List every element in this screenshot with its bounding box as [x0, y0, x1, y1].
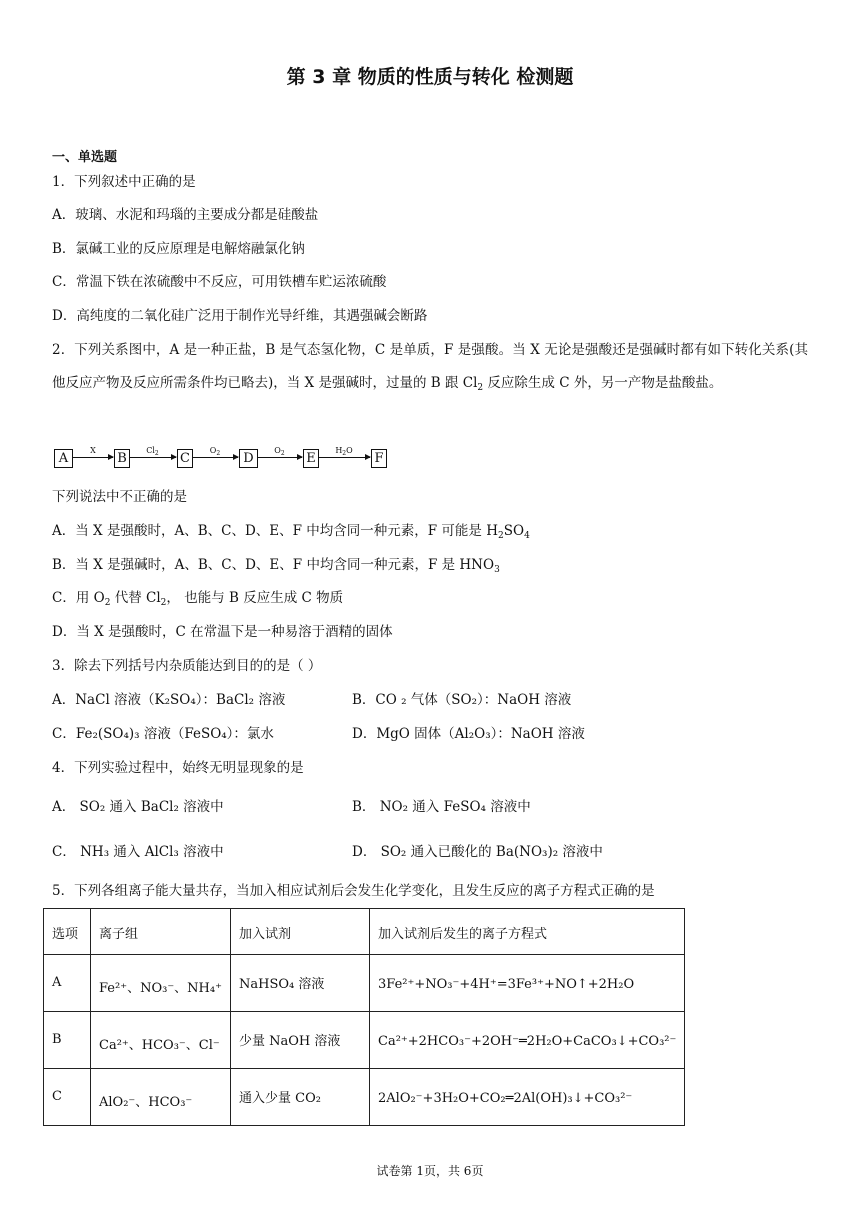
q1-option-a: A．玻璃、水泥和玛瑙的主要成分都是硅酸盐: [52, 207, 319, 223]
q3-stem: 3．除去下列括号内杂质能达到目的的是（ ）: [52, 658, 322, 674]
q3-option-b: B．CO ₂ 气体（SO₂）：NaOH 溶液: [352, 692, 572, 708]
q2-stem: 2．下列关系图中，A 是一种正盐，B 是气态氢化物，C 是单质，F 是强酸。当 X 无论是强酸还是强碱时都有如下转化关系(其他反应产物及反应所需条件均已略去)，当 X 是强碱时，过量的 B 跟 $Cl_2$ 反应除生成 C 外，另一产物是盐酸盐。: [52, 342, 808, 393]
q1-option-b: B．氯碱工业的反应原理是电解熔融氯化钠: [52, 241, 305, 257]
q4-stem: 4．下列实验过程中，始终无明显现象的是: [52, 760, 304, 776]
chain-node-b: B: [114, 449, 130, 468]
chain-label-2: $Cl_2$: [146, 446, 159, 457]
q1-stem: 1．下列叙述中正确的是: [52, 174, 196, 190]
row-ions: Fe²⁺、NO₃⁻、NH₄⁺: [99, 981, 222, 996]
page-footer: 试卷第 1页，共 6页: [376, 1164, 484, 1178]
arrow-icon: [72, 457, 113, 458]
q3-option-d: D．MgO 固体（Al₂O₃）：NaOH 溶液: [352, 726, 585, 742]
arrow-icon: [318, 457, 370, 458]
row-reagent: NaHSO₄ 溶液: [239, 977, 325, 992]
q3-option-c: C．Fe₂(SO₄)₃ 溶液（FeSO₄）：氯水: [52, 726, 274, 742]
row-equation: 3Fe²⁺+NO₃⁻+4H⁺=3Fe³⁺+NO↑+2H₂O: [378, 977, 635, 992]
row-equation: Ca²⁺+2HCO₃⁻+2OH⁻═2H₂O+CaCO₃↓+CO₃²⁻: [378, 1034, 677, 1049]
table-header-row: [44, 909, 685, 955]
q1-option-d: D．高纯度的二氧化硅广泛用于制作光导纤维，其遇强碱会断路: [52, 308, 428, 324]
chain-node-d: D: [239, 449, 258, 468]
section-heading: 一、单选题: [52, 150, 118, 165]
q4-option-d: D． SO₂ 通入已酸化的 Ba(NO₃)₂ 溶液中: [352, 844, 603, 860]
q2-option-b: B．当 X 是强碱时，A、B、C、D、E、F 中均含同一种元素，F 是 $HNO_3$: [52, 557, 500, 575]
table-header-option: 选项: [52, 927, 79, 942]
table-header-equation: 加入试剂后发生的离子方程式: [378, 927, 548, 942]
q3-option-a: A．NaCl 溶液（K₂SO₄）：BaCl₂ 溶液: [52, 692, 286, 708]
chain-label-1: X: [90, 446, 96, 455]
table-row: [44, 955, 685, 1012]
q2-option-c: C．用 $O_2$ 代替 $Cl_2$， 也能与 B 反应生成 C 物质: [52, 590, 344, 608]
row-ions: Ca²⁺、HCO₃⁻、Cl⁻: [99, 1038, 220, 1053]
row-option: A: [52, 975, 62, 990]
q2-option-d: D．当 X 是强酸时，C 在常温下是一种易溶于酒精的固体: [52, 624, 393, 640]
chain-label-4: $O_2$: [274, 446, 285, 457]
arrow-icon: [192, 457, 238, 458]
q4-option-b: B． NO₂ 通入 FeSO₄ 溶液中: [352, 799, 531, 815]
chain-node-a: A: [54, 449, 73, 468]
table-header-ions: 离子组: [99, 927, 139, 942]
row-option: C: [52, 1089, 62, 1104]
arrow-icon: [257, 457, 302, 458]
table-row: [44, 1012, 685, 1069]
table-row: [44, 1069, 685, 1126]
row-reagent: 通入少量 CO₂: [239, 1091, 321, 1106]
chain-label-5: $H_2O$: [335, 446, 353, 457]
table-header-reagent: 加入试剂: [239, 927, 292, 942]
row-ions: AlO₂⁻、HCO₃⁻: [99, 1095, 193, 1110]
q4-option-a: A． SO₂ 通入 BaCl₂ 溶液中: [52, 799, 224, 815]
chain-label-3: $O_2$: [209, 446, 221, 457]
chain-node-c: C: [177, 449, 193, 468]
q4-option-c: C． NH₃ 通入 AlCl₃ 溶液中: [52, 844, 224, 860]
row-equation: 2AlO₂⁻+3H₂O+CO₂═2Al(OH)₃↓+CO₃²⁻: [378, 1091, 633, 1106]
row-reagent: 少量 NaOH 溶液: [239, 1034, 341, 1049]
chain-node-f: F: [371, 449, 387, 468]
q2-option-a: A．当 X 是强酸时，A、B、C、D、E、F 中均含同一种元素，F 可能是 $H_2SO_4$: [52, 523, 530, 541]
arrow-icon: [129, 457, 176, 458]
q5-table: [43, 908, 685, 1126]
page-title: 第 3 章 物质的性质与转化 检测题: [286, 66, 574, 88]
q2-ask: 下列说法中不正确的是: [52, 489, 187, 505]
q1-option-c: C．常温下铁在浓硫酸中不反应，可用铁槽车贮运浓硫酸: [52, 274, 387, 290]
row-option: B: [52, 1032, 62, 1047]
q5-stem: 5．下列各组离子能大量共存，当加入相应试剂后会发生化学变化，且发生反应的离子方程式正确的是: [52, 883, 655, 899]
chain-node-e: E: [303, 449, 319, 468]
